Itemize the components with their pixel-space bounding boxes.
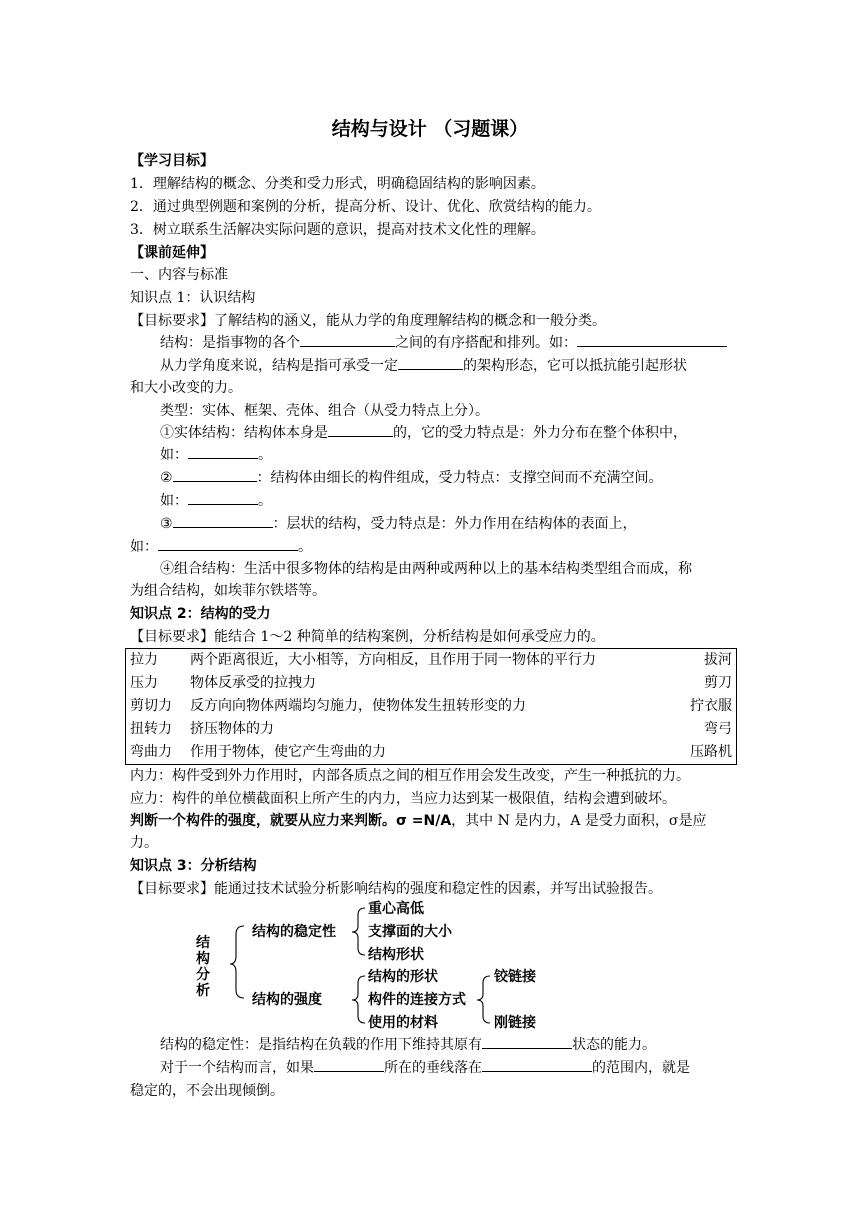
force-name: 扭转力 — [130, 721, 172, 737]
force-name: 压力 — [130, 675, 158, 691]
section-1-title: 一、内容与标准 — [130, 267, 228, 283]
kp3-title: 知识点 3：分析结构 — [130, 858, 257, 874]
blank[interactable] — [482, 1034, 572, 1049]
blank[interactable] — [314, 1057, 384, 1072]
diagram-root-char: 构 — [196, 951, 210, 967]
stability-condition: 对于一个结构而言，如果 所在的垂线落在 的范围内，就是 — [160, 1057, 690, 1079]
stability-definition: 结构的稳定性：是指结构在负载的作用下维持其原有 状态的能力。 — [160, 1034, 656, 1056]
stress-definition: 应力：构件的单位横截面积上所产生的内力，当应力达到某一极限值，结构会遭到破坏。 — [130, 791, 676, 807]
structure-definition: 结构：是指事物的各个 之间的有序搭配和排列。如： — [160, 332, 727, 354]
internal-force-definition: 内力：构件受到外力作用时，内部各质点之间的相互作用会发生改变，产生一种抵抗的力。 — [130, 768, 690, 784]
force-example: 弯弓 — [704, 721, 732, 737]
diagram-stability-item: 重心高低 — [368, 901, 424, 917]
force-name: 弯曲力 — [130, 744, 172, 760]
force-example: 压路机 — [690, 744, 732, 760]
force-example: 剪刀 — [704, 675, 732, 691]
stability-condition-cont: 稳定的，不会出现倾倒。 — [130, 1083, 284, 1099]
joint-brace — [477, 976, 490, 1023]
goal-1: 1．理解结构的概念、分类和受力形式，明确稳固结构的影响因素。 — [130, 176, 545, 192]
force-description: 作用于物体，使它产生弯曲的力 — [190, 744, 386, 760]
stability-brace — [352, 908, 365, 955]
strength-judgement: 判断一个构件的强度，就要从应力来判断。σ =N/A，其中 N 是内力，A 是受力面积，σ是应 — [130, 813, 707, 829]
solid-structure: ①实体结构：结构体本身是 的，它的受力特点是：外力分布在整个体积中， — [160, 422, 687, 444]
diagram-root-char: 析 — [196, 983, 210, 999]
force-example: 拧衣服 — [690, 698, 732, 714]
goal-2: 2．通过典型例题和案例的分析，提高分析、设计、优化、欣赏结构的能力。 — [130, 199, 601, 215]
diagram-strength-item: 构件的连接方式 — [368, 992, 466, 1008]
solid-example: 如： 。 — [160, 444, 272, 466]
kp1-title: 知识点 1：认识结构 — [130, 290, 256, 306]
shell-structure: ③ ：层状的结构，受力特点是：外力作用在结构体的表面上， — [160, 513, 637, 535]
force-name: 拉力 — [130, 652, 158, 668]
diagram-strength-item: 使用的材料 — [368, 1015, 438, 1031]
diagram-root-char: 分 — [196, 967, 210, 983]
kp3-requirement: 【目标要求】能通过技术试验分析影响结构的强度和稳定性的因素，并写出试验报告。 — [130, 881, 662, 897]
shell-example: 如： 。 — [130, 536, 312, 558]
force-description: 挤压物体的力 — [190, 721, 274, 737]
diagram-strength-item: 结构的形状 — [368, 969, 438, 985]
page-title: 结构与设计 （习题课） — [331, 118, 529, 140]
strength-brace — [352, 976, 365, 1023]
combo-structure-cont: 为组合结构，如埃菲尔铁塔等。 — [130, 583, 326, 599]
diagram-stability-item: 结构形状 — [368, 947, 424, 963]
force-name: 剪切力 — [130, 698, 172, 714]
root-brace — [230, 926, 244, 998]
structure-types: 类型：实体、框架、壳体、组合（从受力特点上分）。 — [160, 403, 489, 419]
diagram-stability-item: 支撑面的大小 — [368, 924, 452, 940]
kp2-requirement: 【目标要求】能结合 1～2 种简单的结构案例，分析结构是如何承受应力的。 — [130, 629, 605, 645]
force-example: 拔河 — [704, 652, 732, 668]
diagram-strength-node: 结构的强度 — [252, 992, 322, 1008]
force-description: 物体反承受的拉拽力 — [190, 675, 316, 691]
extension-heading: 【课前延伸】 — [130, 245, 214, 261]
diagram-joint-type: 刚链接 — [494, 1015, 536, 1031]
goal-3: 3．树立联系生活解决实际问题的意识，提高对技术文化性的理解。 — [130, 222, 545, 238]
frame-structure: ② ：结构体由细长的构件组成，受力特点：支撑空间而不充满空间。 — [160, 467, 663, 489]
kp2-title: 知识点 2：结构的受力 — [130, 606, 271, 622]
force-description: 两个距离很近，大小相等，方向相反，且作用于同一物体的平行力 — [190, 652, 596, 668]
strength-judgement-cont: 力。 — [130, 835, 158, 851]
force-description: 反方向向物体两端均匀施力，使物体发生扭转形变的力 — [190, 698, 526, 714]
mechanics-definition: 从力学角度来说，结构是指可承受一定 的架构形态，它可以抵抗能引起形状 — [160, 355, 687, 377]
blank[interactable] — [482, 1057, 592, 1072]
mechanics-definition-cont: 和大小改变的力。 — [130, 380, 242, 396]
diagram-joint-type: 铰链接 — [494, 969, 536, 985]
diagram-stability-node: 结构的稳定性 — [252, 924, 336, 940]
diagram-root-char: 结 — [196, 935, 210, 951]
kp1-requirement: 【目标要求】了解结构的涵义，能从力学的角度理解结构的概念和一般分类。 — [130, 313, 606, 329]
frame-example: 如： 。 — [160, 490, 272, 512]
goals-heading: 【学习目标】 — [130, 153, 214, 169]
combo-structure: ④组合结构：生活中很多物体的结构是由两种或两种以上的基本结构类型组合而成，称 — [160, 561, 692, 577]
